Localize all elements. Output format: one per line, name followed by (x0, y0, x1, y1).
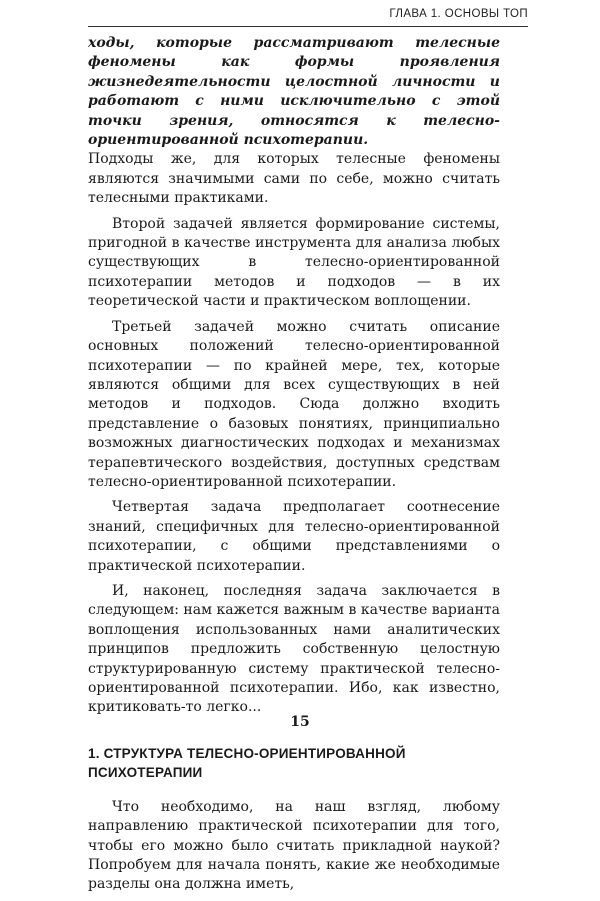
paragraph-third-task: Третьей задачей можно считать описание основных положений телесно-ориентированной психотерапии — по крайней мере, тех, которые являются общими для всех существующих в ней методов и подходов. Сюда должно входить представление о базовых понятиях, принципиально возможных диагностических подходах и механизмах терапевтического воздействия, доступных средствам телесно-ориентированной психотерапии. (88, 318, 500, 490)
page-body (88, 34, 500, 901)
paragraph-section-intro: Что необходимо, на наш взгляд, любому направлению практической психотерапии для того, чтобы его можно было считать прикладной наукой? Попробуем для начала понять, какие же необходимые разделы она должна иметь, (88, 798, 500, 893)
paragraph-last-task: И, наконец, последняя задача заключается в следующем: нам кажется важным в качестве варианта воплощения использованных нами аналитических принципов предложить собственную целостную структурированную систему практической телесно-ориентированной психотерапии. Ибо, как известно, критиковать-то легко... (88, 582, 500, 716)
page-number: 15 (290, 714, 310, 730)
emphasized-text: ходы, которые рассматривают телесные феномены как формы проявления жизнедеятельности целостной личности и работают с ними исключительно с этой точки зрения, относятся к телесно-ориентированной психотерапии. (88, 35, 500, 149)
paragraph-continuation (88, 34, 500, 150)
section-heading: 1. СТРУКТУРА ТЕЛЕСНО-ОРИЕНТИРОВАННОЙ ПСИХОТЕРАПИИ (88, 745, 406, 780)
header-rule (88, 26, 528, 27)
paragraph-second-task: Второй задачей является формирование системы, пригодной в качестве инструмента для анализа любых существующих в телесно-ориентированной психотерапии методов и подходов — в их теоретической части и практическом воплощении. (88, 215, 500, 310)
running-head: ГЛАВА 1. ОСНОВЫ ТОП (389, 8, 528, 20)
paragraph-fourth-task: Четвертая задача предполагает соотнесение знаний, специфичных для телесно-ориентированной психотерапии, с общими представлениями о практической психотерапии. (88, 499, 500, 574)
paragraph-continuation-rest: Подходы же, для которых телесные феномены являются значимыми сами по себе, можно считать телесными практиками. (88, 151, 500, 207)
